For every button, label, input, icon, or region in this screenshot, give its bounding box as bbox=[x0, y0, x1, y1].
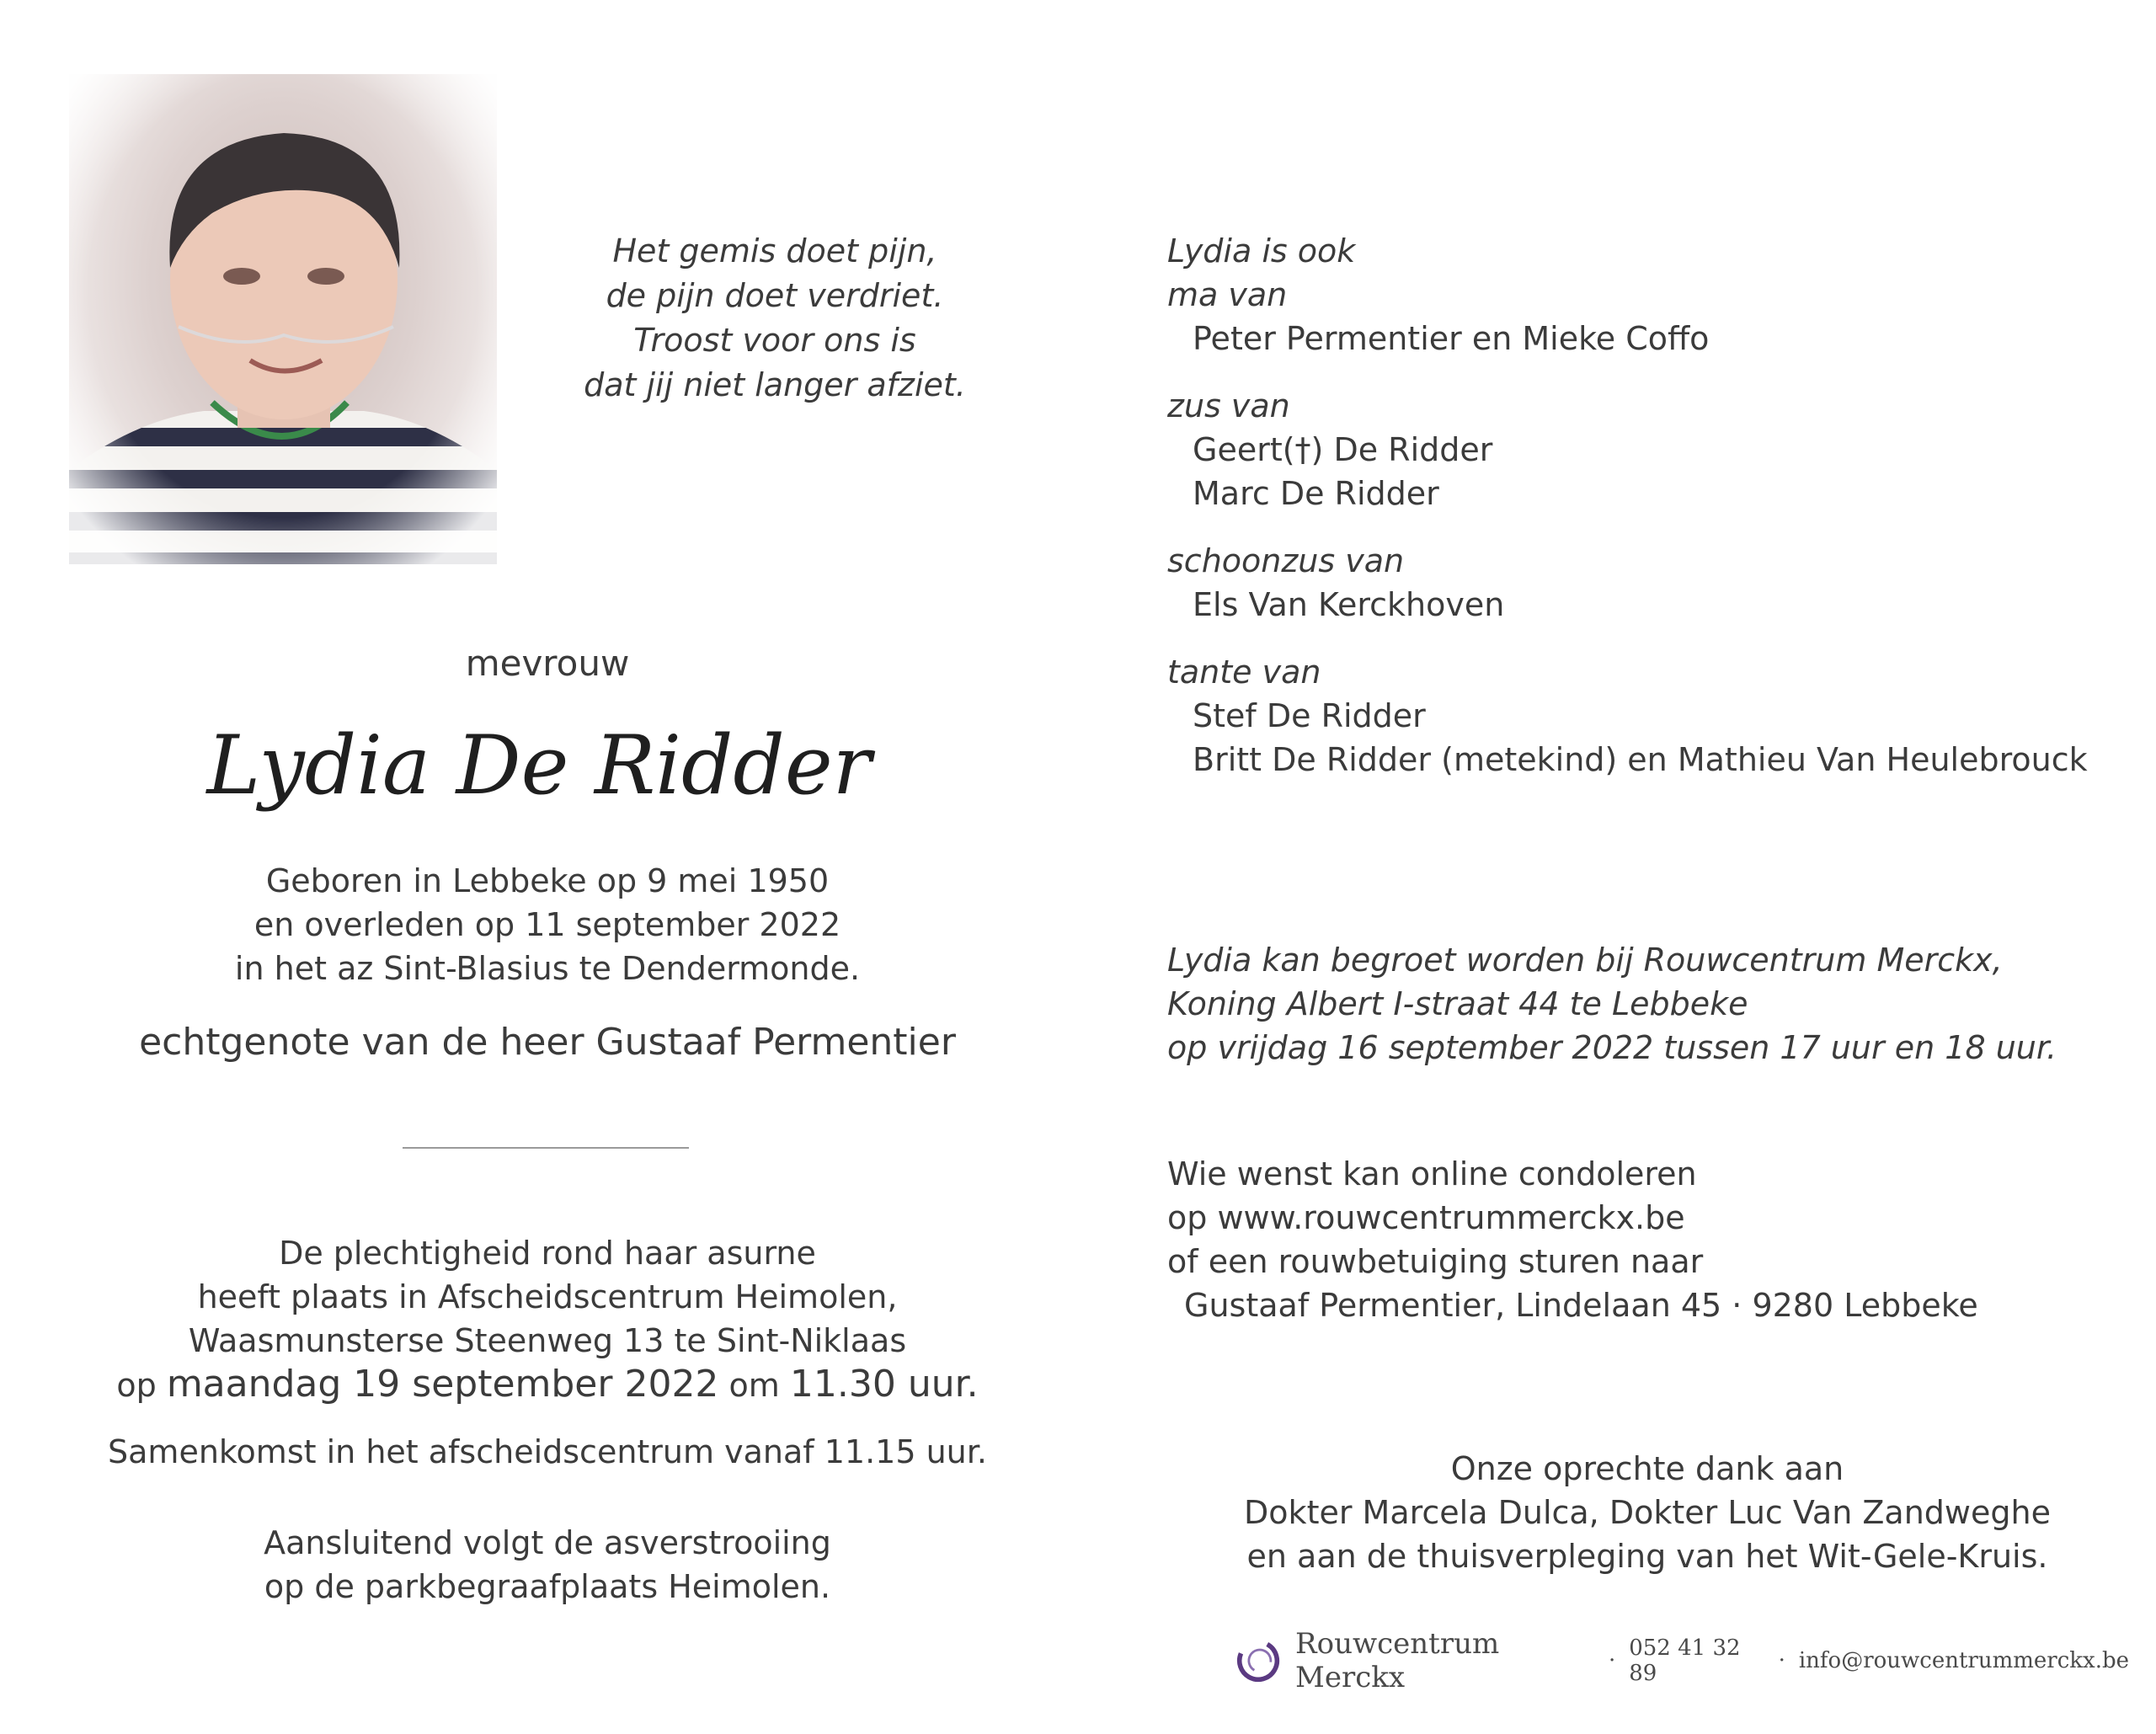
footer-separator: · bbox=[1608, 1648, 1616, 1673]
dates-line: Geboren in Lebbeke op 9 mei 1950 bbox=[265, 862, 830, 899]
footer-email: info@rouwcentrummerckx.be bbox=[1798, 1648, 2129, 1673]
divider bbox=[403, 1147, 689, 1149]
relation-group-aunt bbox=[1167, 650, 2127, 782]
name-signature-text: Lydia De Ridder bbox=[206, 718, 872, 813]
poem-line: dat jij niet langer afziet. bbox=[584, 366, 966, 403]
dates-line: in het az Sint-Blasius te Dendermonde. bbox=[234, 950, 861, 987]
ceremony-date-prefix: op bbox=[116, 1367, 157, 1404]
thanks-line: Onze oprechte dank aan bbox=[1450, 1450, 1844, 1487]
scatter-line: Aansluitend volgt de asverstrooiing bbox=[264, 1524, 831, 1561]
gathering-line: Samenkomst in het afscheidscentrum vanaf 11.15 uur. bbox=[108, 1433, 987, 1470]
relation-label: tante van bbox=[1167, 654, 1321, 691]
condolence-line: of een rouwbetuiging sturen naar bbox=[1167, 1243, 1704, 1280]
thanks bbox=[1167, 1447, 2127, 1578]
portrait-photo bbox=[69, 74, 497, 564]
poem-line: Troost voor ons is bbox=[633, 322, 916, 359]
visitation-details bbox=[1167, 938, 2127, 1070]
relation-name: Els Van Kerckhoven bbox=[1193, 586, 1505, 623]
relation-group-sister bbox=[1167, 384, 2127, 515]
scatter-line: op de parkbegraafplaats Heimolen. bbox=[264, 1568, 831, 1605]
relation-name: Geert(†) De Ridder bbox=[1193, 431, 1493, 468]
spouse-line: echtgenote van de heer Gustaaf Permentier bbox=[139, 1021, 956, 1064]
crescent-logo-icon bbox=[1236, 1637, 1280, 1684]
poem-line: de pijn doet verdriet. bbox=[606, 277, 944, 314]
relation-group-sister-in-law bbox=[1167, 539, 2127, 627]
ceremony-line: Waasmunsterse Steenweg 13 te Sint-Niklaas bbox=[188, 1322, 907, 1359]
relation-name: Stef De Ridder bbox=[1193, 697, 1426, 734]
condolence-line: Wie wenst kan online condoleren bbox=[1167, 1155, 1697, 1192]
visit-line: Koning Albert I-straat 44 te Lebbeke bbox=[1167, 985, 1748, 1022]
poem-line: Het gemis doet pijn, bbox=[612, 232, 937, 269]
birth-death-dates bbox=[76, 859, 1019, 990]
scattering-details bbox=[76, 1521, 1019, 1609]
dates-line: en overleden op 11 september 2022 bbox=[253, 906, 841, 943]
visit-line: op vrijdag 16 september 2022 tussen 17 uur en 18 uur. bbox=[1167, 1029, 2057, 1066]
funeral-home-footer bbox=[1236, 1627, 2129, 1694]
relation-label: zus van bbox=[1167, 387, 1290, 424]
condolence-address: Gustaaf Permentier, Lindelaan 45 · 9280 Lebbeke bbox=[1184, 1287, 1978, 1324]
relations-intro: Lydia is ook bbox=[1167, 232, 1356, 269]
condolence-line: op www.rouwcentrummerckx.be bbox=[1167, 1199, 1685, 1236]
ceremony-time: 11.30 uur. bbox=[789, 1363, 979, 1406]
thanks-line: en aan de thuisverpleging van het Wit-Gele-Kruis. bbox=[1246, 1538, 2048, 1575]
honorific: mevrouw bbox=[465, 643, 630, 684]
condolence-details bbox=[1167, 1152, 2127, 1327]
ceremony-line: De plechtigheid rond haar asurne bbox=[279, 1235, 816, 1272]
relation-label: schoonzus van bbox=[1167, 542, 1405, 579]
visit-line: Lydia kan begroet worden bij Rouwcentrum Merckx, bbox=[1167, 942, 2003, 979]
relations bbox=[1167, 229, 2127, 805]
footer-phone: 052 41 32 89 bbox=[1629, 1635, 1741, 1686]
footer-separator: · bbox=[1778, 1648, 1785, 1673]
ceremony-date: maandag 19 september 2022 bbox=[166, 1363, 719, 1406]
ceremony-line: heeft plaats in Afscheidscentrum Heimolen, bbox=[197, 1278, 898, 1315]
relation-label: ma van bbox=[1167, 276, 1288, 313]
relation-name: Marc De Ridder bbox=[1193, 475, 1439, 512]
thanks-line: Dokter Marcela Dulca, Dokter Luc Van Zandweghe bbox=[1244, 1494, 2051, 1531]
ceremony-time-prefix: om bbox=[728, 1367, 780, 1404]
ceremony-datetime bbox=[76, 1363, 1019, 1407]
poem bbox=[505, 229, 1044, 408]
relation-name: Peter Permentier en Mieke Coffo bbox=[1193, 320, 1710, 357]
relation-group-mother bbox=[1167, 273, 2127, 360]
relation-name: Britt De Ridder (metekind) en Mathieu Van Heulebrouck bbox=[1193, 741, 2088, 778]
ceremony-details bbox=[76, 1231, 1019, 1407]
name-signature bbox=[160, 709, 918, 852]
footer-brand: Rouwcentrum Merckx bbox=[1295, 1627, 1500, 1694]
